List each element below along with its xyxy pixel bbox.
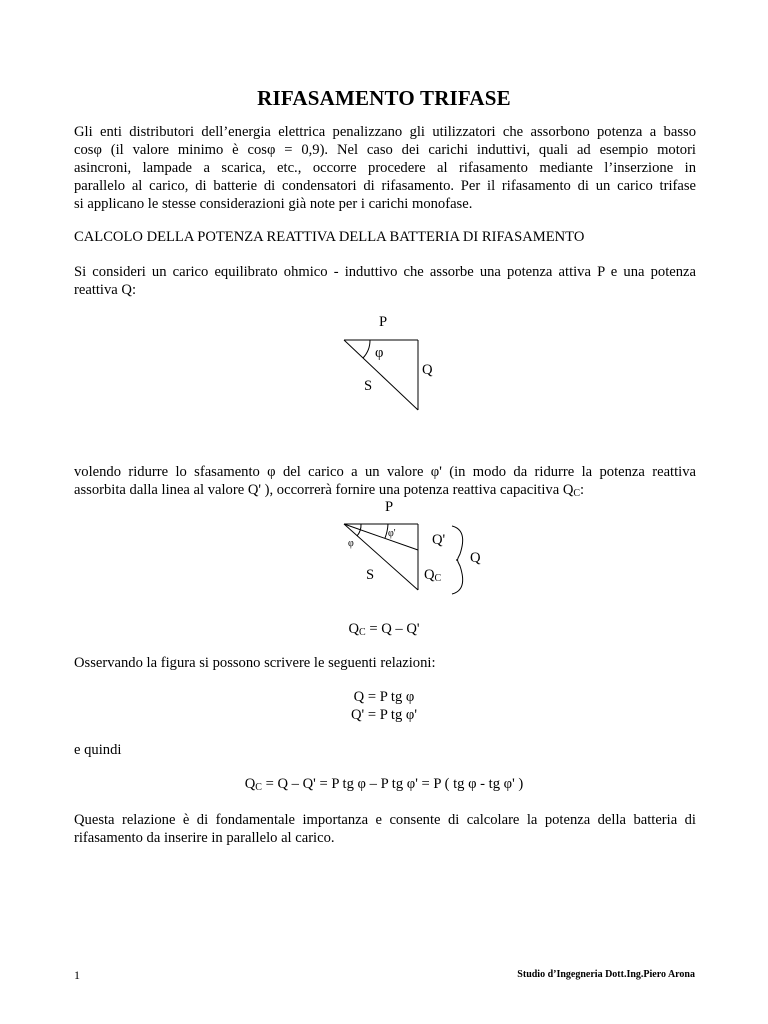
triangle2-side-s-prime [344, 524, 418, 550]
eq-final-rest: = Q – Q' = P tg φ – P tg φ' = P ( tg φ - tg φ' ) [261, 776, 524, 792]
page-number: 1 [74, 968, 80, 982]
intro-line-2: cosφ (il valore minimo è cosφ = 0,9). Nel caso dei carichi induttivi, quali ad esempio motori [74, 142, 696, 158]
eq-qc-sub: C [359, 627, 366, 638]
footer-studio: Studio d’Ingegneria Dott.Ing.Piero Arona [517, 969, 695, 980]
label2-q: Q [470, 550, 481, 566]
label2-phi-prime: φ' [388, 528, 396, 539]
equation-qc [0, 620, 768, 638]
reduce-line-2-sub: C [573, 488, 581, 499]
label-p: P [379, 314, 388, 330]
load-paragraph [74, 263, 696, 299]
equation-final [0, 775, 768, 793]
observe-text: Osservando la figura si possono scrivere le seguenti relazioni: [74, 655, 436, 671]
section-heading: CALCOLO DELLA POTENZA REATTIVA DELLA BATTERIA DI RIFASAMENTO [74, 229, 585, 245]
reduce-line-1: volendo ridurre lo sfasamento φ del carico a un valore φ' (in modo da ridurre la potenza reattiva [74, 464, 696, 480]
triangle2-side-s [344, 524, 418, 590]
reduce-line-2-end: : [580, 482, 585, 498]
eq-qc-q: Q [348, 621, 360, 637]
intro-line-4: parallelo al carico, di batterie di condensatori di rifasamento. Per il rifasamento di un carico trifase [74, 178, 696, 194]
angle-arc-phi [363, 340, 370, 358]
load-line-2: reattiva Q: [74, 282, 136, 298]
intro-paragraph [74, 123, 696, 213]
reduce-line-2 [74, 481, 696, 499]
equation-q-prime: Q' = P tg φ' [351, 707, 417, 723]
reduce-line-2-text: assorbita dalla linea al valore Q' ), occorrerà fornire una potenza reattiva capacitiva Q [74, 482, 574, 498]
label2-phi: φ [348, 538, 354, 549]
label-q: Q [422, 362, 433, 378]
intro-line-1: Gli enti distributori dell’energia elettrica penalizzano gli utilizzatori che assorbono potenza a basso [74, 124, 696, 140]
conclusion-line-2: rifasamento da inserire in parallelo al carico. [74, 830, 335, 846]
equation-q: Q = P tg φ [353, 689, 415, 705]
intro-line-3: asincroni, lampade a scarica, etc., occorre procedere al rifasamento mediante l’inserzione in [74, 160, 696, 176]
thus-text: e quindi [74, 742, 122, 758]
eq-final-sub: C [255, 782, 262, 793]
load-line-1: Si consideri un carico equilibrato ohmico - induttivo che assorbe una potenza attiva P e una potenza [74, 264, 696, 280]
compensation-triangle-figure [330, 498, 500, 598]
conclusion-line-1: Questa relazione è di fondamentale importanza e consente di calcolare la potenza della batteria di [74, 812, 696, 828]
intro-line-5: si applicano le stesse considerazioni già note per i carichi monofase. [74, 196, 473, 212]
eq-final-q: Q [244, 776, 256, 792]
label-phi: φ [375, 345, 384, 361]
label2-qc: QC [424, 567, 442, 584]
page-title: RIFASAMENTO TRIFASE [257, 86, 511, 110]
brace-q [452, 526, 463, 594]
conclusion-paragraph [74, 811, 696, 847]
label-s: S [364, 378, 373, 394]
reduce-paragraph [74, 463, 696, 499]
label2-p: P [385, 499, 394, 515]
power-triangle-figure [330, 310, 450, 420]
angle-arc-phi-2 [357, 524, 361, 536]
label2-s: S [366, 567, 375, 583]
label2-q-prime: Q' [432, 532, 446, 548]
eq-qc-rest: = Q – Q' [365, 621, 420, 637]
